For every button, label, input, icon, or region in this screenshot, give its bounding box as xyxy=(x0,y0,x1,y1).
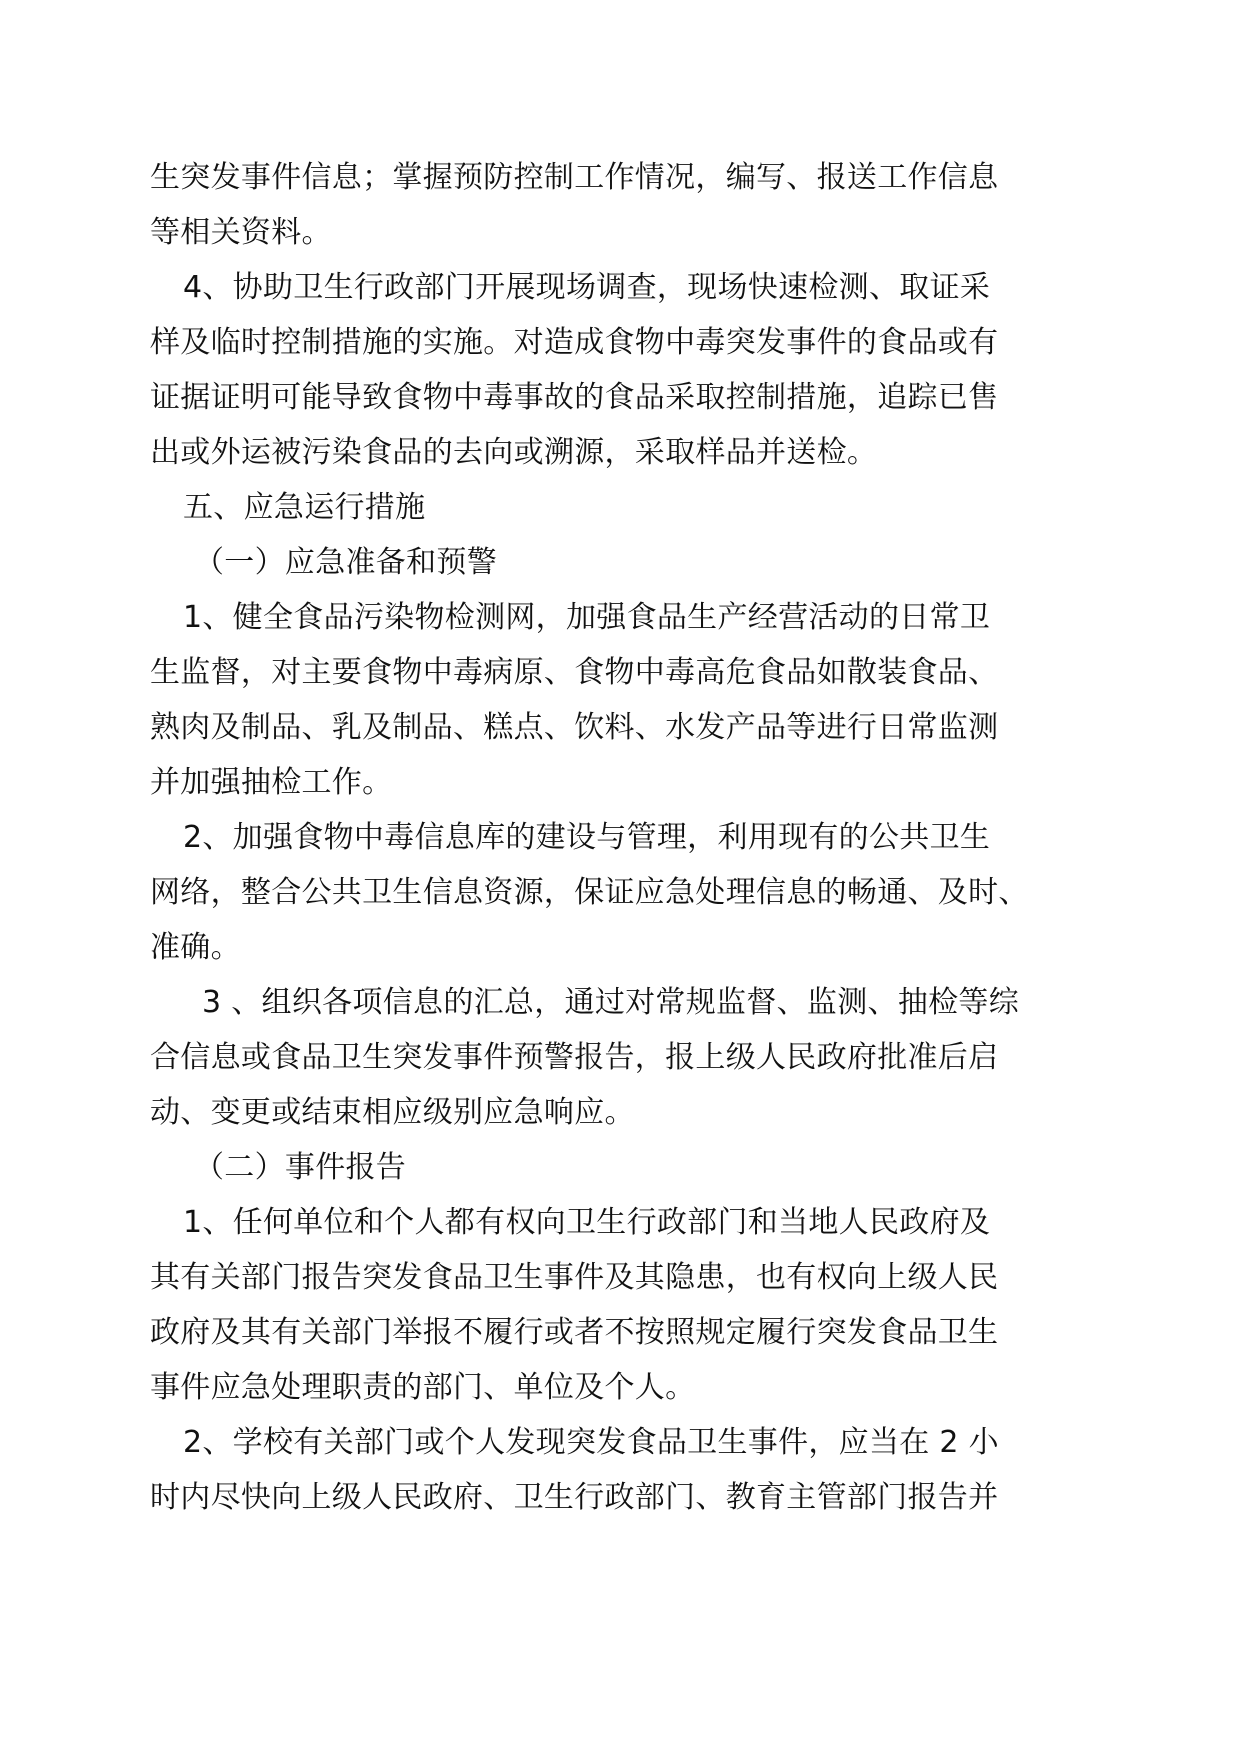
text-line: 动、变更或结束相应级别应急响应。 xyxy=(150,1095,635,1130)
text-line: 并加强抽检工作。 xyxy=(150,765,393,800)
text-line: 证据证明可能导致食物中毒事故的食品采取控制措施，追踪已售 xyxy=(150,380,999,415)
subsection-heading: （二）事件报告 xyxy=(194,1150,407,1185)
text-line: 政府及其有关部门举报不履行或者不按照规定履行突发食品卫生 xyxy=(150,1315,999,1350)
text-line: 准确。 xyxy=(150,930,241,965)
text-line: 4、协助卫生行政部门开展现场调查，现场快速检测、取证采 xyxy=(183,270,991,305)
text-line: 其有关部门报告突发食品卫生事件及其隐患，也有权向上级人民 xyxy=(150,1260,999,1295)
section-heading: 五、应急运行措施 xyxy=(183,490,426,525)
text-line: 生突发事件信息；掌握预防控制工作情况，编写、报送工作信息 xyxy=(150,160,999,195)
subsection-heading: （一）应急准备和预警 xyxy=(194,545,497,580)
text-line: 合信息或食品卫生突发事件预警报告，报上级人民政府批准后启 xyxy=(150,1040,999,1075)
document-body xyxy=(150,150,1095,1525)
text-line: 事件应急处理职责的部门、单位及个人。 xyxy=(150,1370,696,1405)
text-line: 网络，整合公共卫生信息资源，保证应急处理信息的畅通、及时、 xyxy=(150,875,1029,910)
text-line: 2、学校有关部门或个人发现突发食品卫生事件，应当在 2 小 xyxy=(183,1425,999,1460)
text-line: 2、加强食物中毒信息库的建设与管理，利用现有的公共卫生 xyxy=(183,820,991,855)
text-line: 等相关资料。 xyxy=(150,215,332,250)
text-line: 熟肉及制品、乳及制品、糕点、饮料、水发产品等进行日常监测 xyxy=(150,710,999,745)
text-line: 3 、组织各项信息的汇总，通过对常规监督、监测、抽检等综 xyxy=(202,985,1020,1020)
text-line: 1、任何单位和个人都有权向卫生行政部门和当地人民政府及 xyxy=(183,1205,991,1240)
text-line: 时内尽快向上级人民政府、卫生行政部门、教育主管部门报告并 xyxy=(150,1480,999,1515)
text-line: 生监督，对主要食物中毒病原、食物中毒高危食品如散装食品、 xyxy=(150,655,999,690)
text-line: 样及临时控制措施的实施。对造成食物中毒突发事件的食品或有 xyxy=(150,325,999,360)
text-line: 出或外运被污染食品的去向或溯源，采取样品并送检。 xyxy=(150,435,878,470)
text-line: 1、健全食品污染物检测网，加强食品生产经营活动的日常卫 xyxy=(183,600,991,635)
